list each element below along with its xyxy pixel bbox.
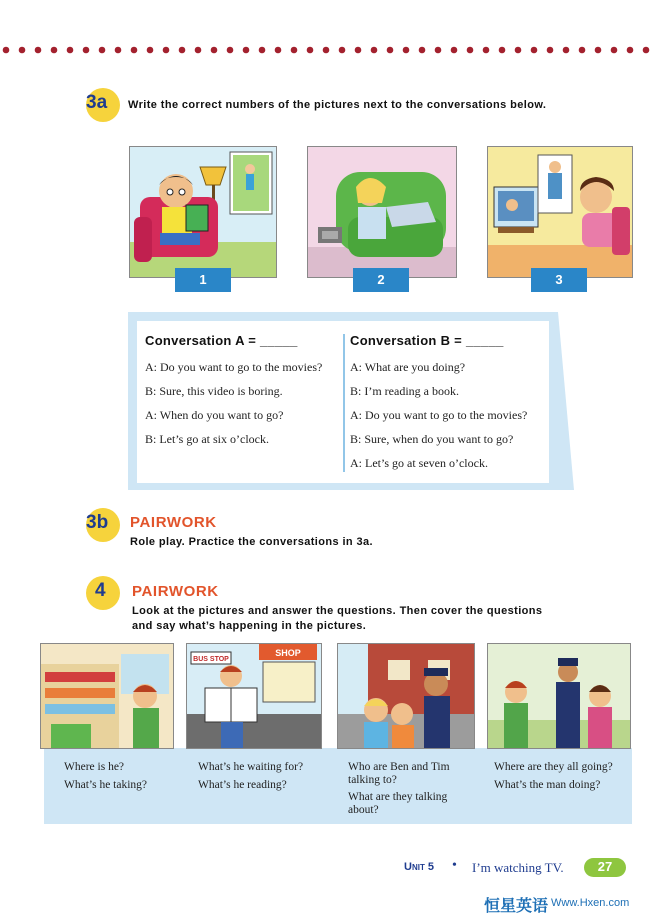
watermark-url: Www.Hxen.com — [551, 897, 630, 909]
watermark-chinese: 恒星英语 — [484, 896, 549, 915]
conversation-a-line: B: Let’s go at six o’clock. — [145, 432, 269, 446]
picture-3-number: 3 — [531, 268, 587, 292]
picture-2-girl-on-phone — [307, 146, 457, 278]
section-3b-heading: PAIRWORK — [130, 514, 217, 531]
picture-4-1-shop — [40, 643, 174, 749]
question-1-2: What’s he taking? — [64, 779, 148, 791]
section-4-label: 4 — [95, 580, 106, 601]
conversation-a-title: Conversation A = _____ — [145, 333, 298, 348]
section-3b-label: 3b — [86, 512, 109, 533]
footer-title: I’m watching TV. — [472, 860, 564, 875]
footer-bullet: • — [452, 858, 457, 873]
picture-1-boy-reading — [129, 146, 277, 278]
picture-4-4-family — [487, 643, 631, 749]
page-number: 27 — [597, 859, 613, 874]
conversation-b-line: A: Do you want to go to the movies? — [350, 408, 528, 422]
dot-border — [0, 44, 650, 56]
tv-family-illustration — [488, 147, 632, 277]
conversation-b-line: A: Let’s go at seven o’clock. — [350, 456, 488, 470]
family-walking-illustration — [488, 644, 630, 748]
footer-unit-label: Unit 5 — [404, 861, 435, 873]
girl-on-phone-illustration — [308, 147, 456, 277]
policeman-illustration — [338, 644, 474, 748]
section-3a-label: 3a — [86, 92, 108, 113]
conversation-b-title: Conversation B = _____ — [350, 333, 504, 348]
question-3-1: Who are Ben and Tim talking to? — [348, 761, 450, 786]
picture-1-number: 1 — [175, 268, 231, 292]
question-2-2: What’s he reading? — [198, 779, 287, 791]
section-3b-instruction: Role play. Practice the conversations in 3a. — [130, 536, 373, 548]
conversation-b-line: B: Sure, when do you want to go? — [350, 432, 514, 446]
conversation-a-line: A: When do you want to go? — [145, 408, 284, 422]
picture-4-2-bus-stop — [186, 643, 322, 749]
conversation-b-line: B: I’m reading a book. — [350, 384, 459, 398]
question-1-1: Where is he? — [64, 761, 125, 773]
bus-stop-sign: BUS STOP — [193, 656, 229, 663]
section-4-instruction-line1: Look at the pictures and answer the questions. Then cover the questions — [132, 605, 543, 617]
picture-4-3-policeman — [337, 643, 475, 749]
question-4-2: What’s the man doing? — [494, 779, 601, 791]
picture-3-tv-family — [487, 146, 633, 278]
section-4-instruction-line2: and say what’s happening in the pictures. — [132, 620, 367, 632]
question-4-1: Where are they all going? — [494, 761, 613, 773]
section-3a-instruction: Write the correct numbers of the pictures next to the conversations below. — [128, 99, 547, 111]
question-3-2: What are they talking about? — [348, 791, 448, 816]
shop-sign: SHOP — [275, 648, 301, 658]
conversation-b-line: A: What are you doing? — [350, 360, 466, 374]
boy-reading-illustration — [130, 147, 276, 277]
conversation-a-line: A: Do you want to go to the movies? — [145, 360, 323, 374]
shop-boy-illustration — [41, 644, 173, 748]
section-4-heading: PAIRWORK — [132, 583, 219, 600]
conversation-a-line: B: Sure, this video is boring. — [145, 384, 283, 398]
question-2-1: What’s he waiting for? — [198, 761, 304, 773]
bus-stop-boy-illustration — [187, 644, 321, 748]
picture-2-number: 2 — [353, 268, 409, 292]
